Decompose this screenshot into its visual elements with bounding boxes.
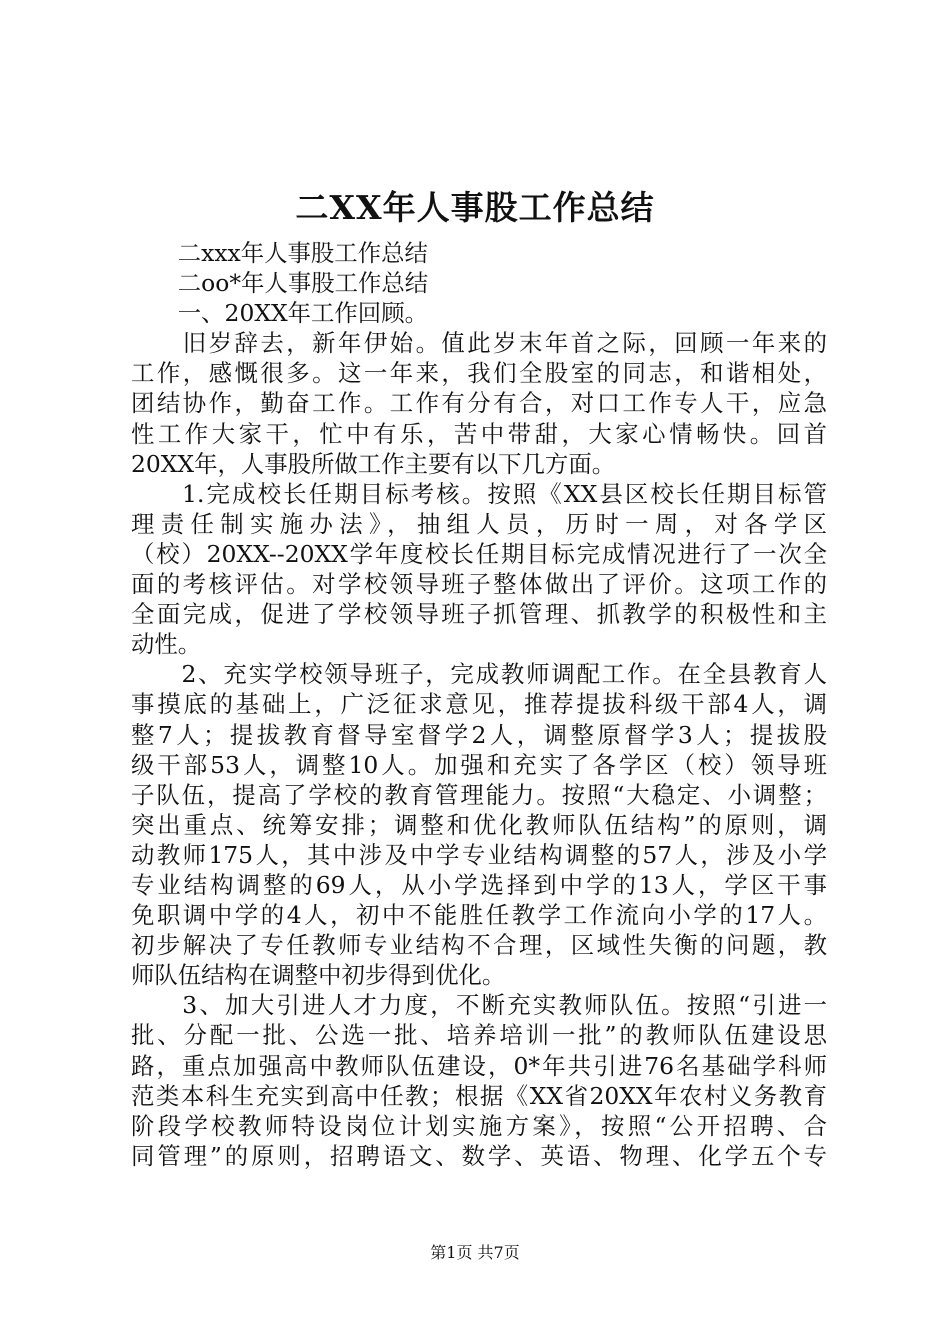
body-line: 20XX年，人事股所做工作主要有以下几方面。 <box>131 449 616 478</box>
body-line: 师队伍结构在调整中初步得到优化。 <box>131 961 506 990</box>
body-line: 同管理”的原则，招聘语文、数学、英语、物理、化学五个专 <box>131 1141 827 1170</box>
body-line: 一、20XX年工作回顾。 <box>131 299 428 328</box>
body-line: （校）20XX--20XX学年度校长任期目标完成情况进行了一次全 <box>131 539 827 568</box>
body-line: 性工作大家干，忙中有乐，苦中带甜，大家心情畅快。回首 <box>131 419 827 448</box>
body-line: 阶段学校教师特设岗位计划实施方案》，按照“公开招聘、合 <box>131 1111 827 1140</box>
body-line: 事摸底的基础上，广泛征求意见，推荐提拔科级干部4人，调 <box>131 690 827 719</box>
body-line: 动教师175人，其中涉及中学专业结构调整的57人，涉及小学 <box>131 840 827 869</box>
body-line: 突出重点、统筹安排；调整和优化教师队伍结构”的原则，调 <box>131 810 827 839</box>
body-line: 范类本科生充实到高中任教；根据《XX省20XX年农村义务教育 <box>131 1081 827 1110</box>
body-line: 团结协作，勤奋工作。工作有分有合，对口工作专人干，应急 <box>131 389 827 418</box>
body-line: 免职调中学的4人，初中不能胜任教学工作流向小学的17人。 <box>131 901 827 930</box>
body-line: 2、充实学校领导班子，完成教师调配工作。在全县教育人 <box>131 660 827 689</box>
body-line: 动性。 <box>131 630 202 659</box>
body-line: 二xxx年人事股工作总结 <box>131 239 428 267</box>
body-line: 子队伍，提高了学校的教育管理能力。按照“大稳定、小调整； <box>131 780 827 809</box>
body-line: 旧岁辞去，新年伊始。值此岁末年首之际，回顾一年来的 <box>131 329 827 358</box>
page-number-footer: 第1页 共7页 <box>430 1243 520 1262</box>
body-line: 面的考核评估。对学校领导班子整体做出了评价。这项工作的 <box>131 570 827 599</box>
body-line: 整7人；提拔教育督导室督学2人，调整原督学3人；提拔股 <box>131 720 827 749</box>
body-line: 专业结构调整的69人，从小学选择到中学的13人，学区干事 <box>131 870 827 899</box>
body-line: 级干部53人，调整10人。加强和充实了各学区（校）领导班 <box>131 750 827 779</box>
document-body <box>131 238 827 1171</box>
body-line: 初步解决了专任教师专业结构不合理，区域性失衡的问题，教 <box>131 931 827 960</box>
body-line: 3、加大引进人才力度，不断充实教师队伍。按照“引进一 <box>131 991 827 1020</box>
body-line: 路，重点加强高中教师队伍建设，0*年共引进76名基础学科师 <box>131 1051 827 1080</box>
body-line: 批、分配一批、公选一批、培养培训一批”的教师队伍建设思 <box>131 1021 827 1050</box>
body-line: 工作，感慨很多。这一年来，我们全股室的同志，和谐相处， <box>131 359 827 388</box>
body-line: 理责任制实施办法》，抽组人员，历时一周，对各学区 <box>131 509 827 538</box>
body-line: 二oo*年人事股工作总结 <box>131 269 429 298</box>
body-line: 全面完成，促进了学校领导班子抓管理、抓教学的积极性和主 <box>131 600 827 629</box>
body-line: 1.完成校长任期目标考核。按照《XX县区校长任期目标管 <box>131 479 827 508</box>
document-title: 二XX年人事股工作总结 <box>295 188 655 227</box>
